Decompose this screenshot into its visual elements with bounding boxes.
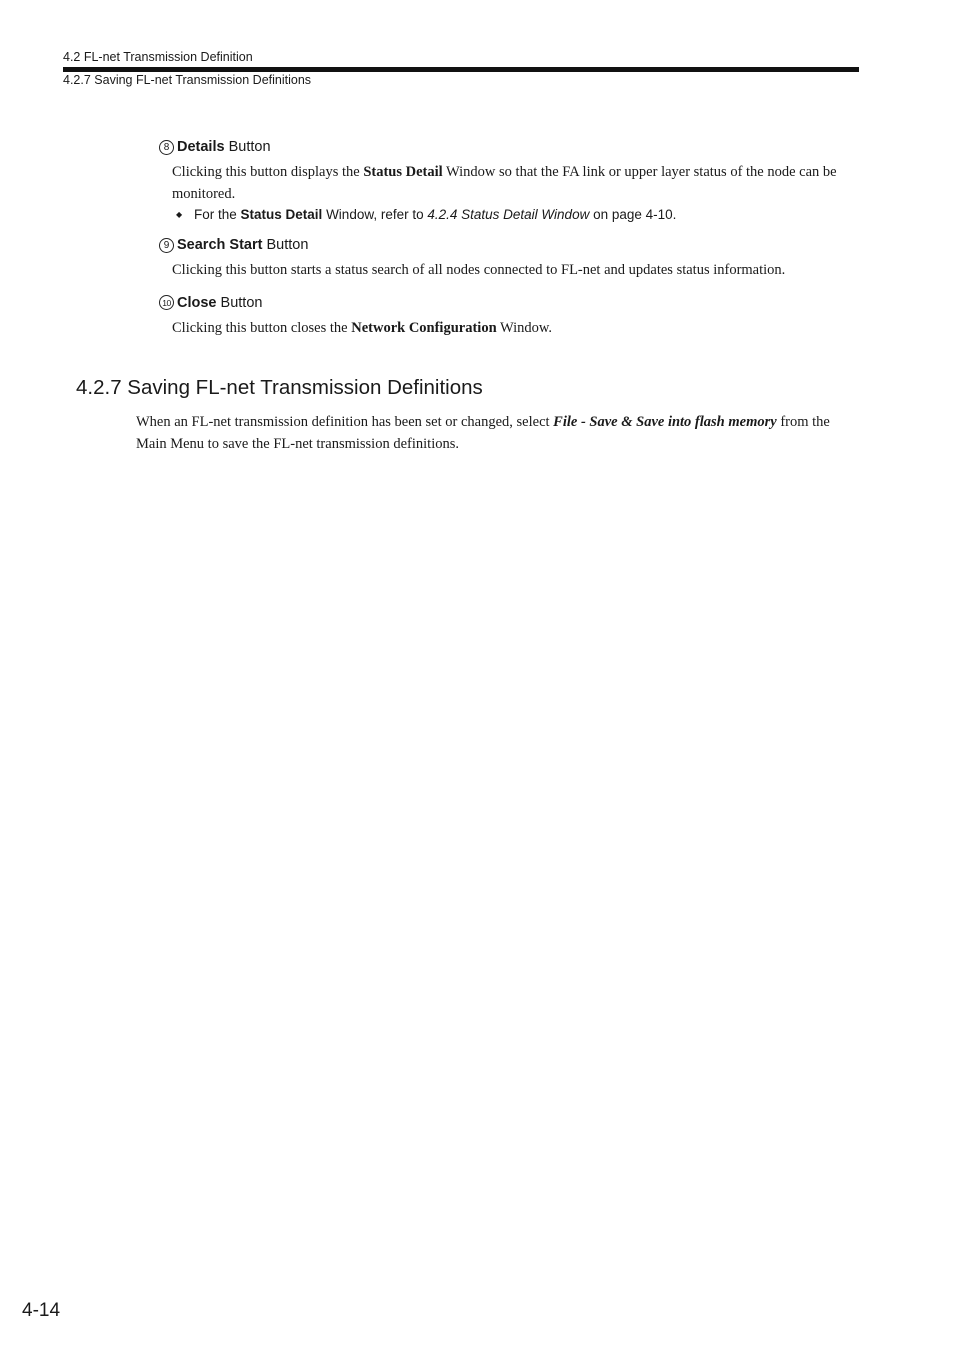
text-run: Window, refer to: [322, 207, 428, 222]
menu-path-text: File - Save & Save into flash memory: [553, 414, 777, 430]
page-number: 4-14: [22, 1300, 61, 1321]
text-run: Clicking this button displays the: [172, 164, 364, 180]
header-rule: [63, 67, 859, 72]
text-run: Window.: [496, 320, 553, 336]
text-run: on page 4-10.: [589, 207, 677, 222]
bullet-diamond-icon: ◆: [176, 210, 183, 219]
cross-reference-link[interactable]: 4.2.4 Status Detail Window: [427, 207, 590, 222]
text-run: Window so that the FA link or upper layer status of the node can be monitored.: [172, 164, 837, 202]
text-run-bold: Status Detail: [240, 207, 323, 222]
text-run: For the: [194, 207, 241, 222]
item-name: Search Start: [177, 237, 263, 253]
item-suffix: Button: [224, 139, 271, 155]
item-search-start-description: Clicking this button starts a status search of all nodes connected to FL-net and updates status information.: [172, 262, 786, 278]
text-run: Clicking this button closes the: [172, 320, 352, 336]
text-run-bold: Status Detail: [363, 164, 443, 180]
item-number-badge: 9: [159, 238, 174, 253]
text-run: from the Main Menu to save the FL-net transmission definitions.: [136, 414, 830, 452]
text-run: When an FL-net transmission definition has been set or changed, select: [136, 414, 554, 430]
item-close-description: [172, 318, 856, 340]
item-details-title: [159, 139, 271, 155]
item-number-badge: 8: [159, 140, 174, 155]
item-number-badge: 10: [159, 295, 174, 310]
item-name: Close: [177, 295, 217, 311]
item-details-description: [172, 162, 856, 205]
section-heading: 4.2.7 Saving FL-net Transmission Definitions: [76, 376, 483, 399]
item-details-reference-bullet: [176, 207, 676, 222]
section-paragraph: [136, 412, 858, 455]
item-suffix: Button: [216, 295, 263, 311]
item-close-title: [159, 295, 262, 311]
item-search-start-title: [159, 237, 308, 253]
item-name: Details: [177, 139, 225, 155]
text-run-bold: Network Configuration: [351, 320, 497, 336]
running-header-section: 4.2 FL-net Transmission Definition: [63, 50, 253, 64]
item-suffix: Button: [262, 237, 309, 253]
running-header-subsection: 4.2.7 Saving FL-net Transmission Definitions: [63, 73, 312, 87]
